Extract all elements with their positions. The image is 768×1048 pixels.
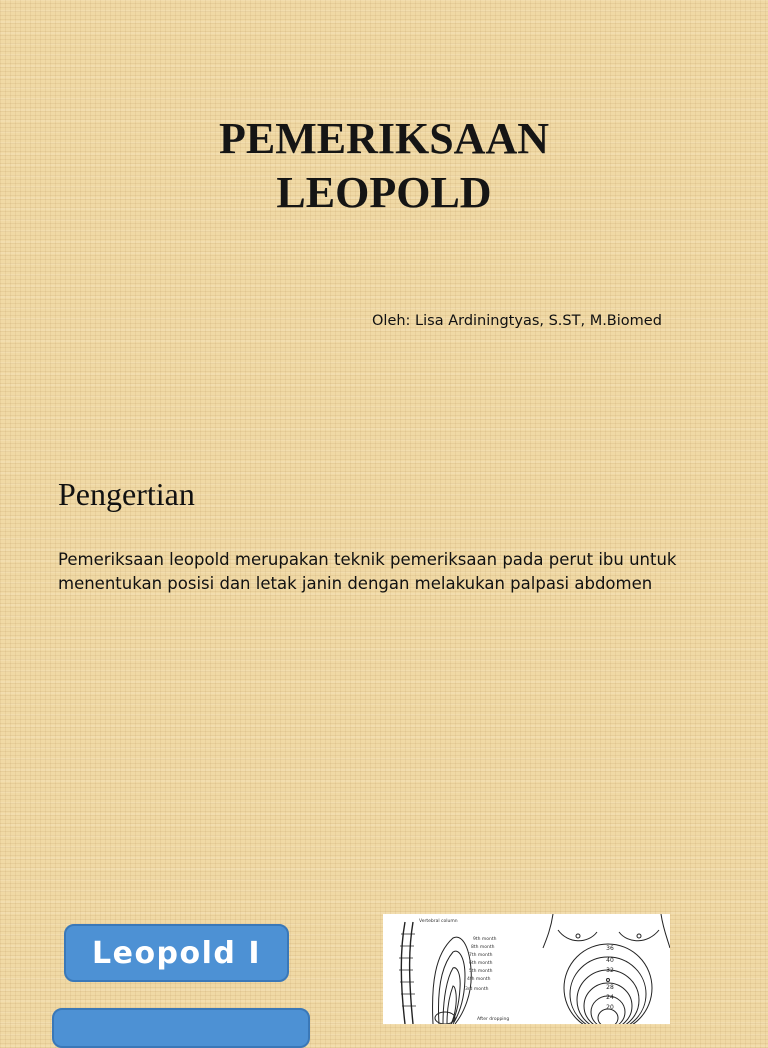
figure-label: 9th month [473,937,497,942]
figure-label: 7th month [469,953,493,958]
figure-label: 5th month [469,969,493,974]
title-line-1: PEMERIKSAAN [218,114,550,163]
slide-title [0,112,768,220]
title-slide [0,0,768,420]
fundal-height-illustration [383,914,670,1024]
figure-label: 6th month [469,961,493,966]
figure-label: 8th month [471,945,495,950]
leopold-1-button[interactable] [64,924,289,982]
section-heading: Pengertian [58,476,195,512]
figure-label: 4th month [467,977,491,982]
fundal-height-number: 24 [606,994,614,1001]
figure-label: 3rd month [465,987,489,992]
fundal-height-number: 32 [606,967,614,974]
fundal-height-number: 20 [606,1004,614,1011]
fundal-height-number: 28 [606,984,614,991]
author-line: Oleh: Lisa Ardiningtyas, S.ST, M.Biomed [372,313,662,329]
figure-label: After dropping [477,1017,510,1022]
fundal-height-number: 36 [606,945,614,952]
figure-label: Vertebral column [419,919,458,924]
title-line-2: LEOPOLD [276,168,492,217]
fundal-height-drawing [383,914,670,1024]
leopold-1-label: Leopold I [91,935,262,971]
definition-text: Pemeriksaan leopold merupakan teknik pemeriksaan pada perut ibu untuk menentukan posisi dan letak janin dengan melakukan palpasi abdomen [58,550,677,593]
definition-slide [0,430,768,1024]
fundal-height-number: 40 [606,957,614,964]
leopold-2-button[interactable] [52,1008,310,1048]
